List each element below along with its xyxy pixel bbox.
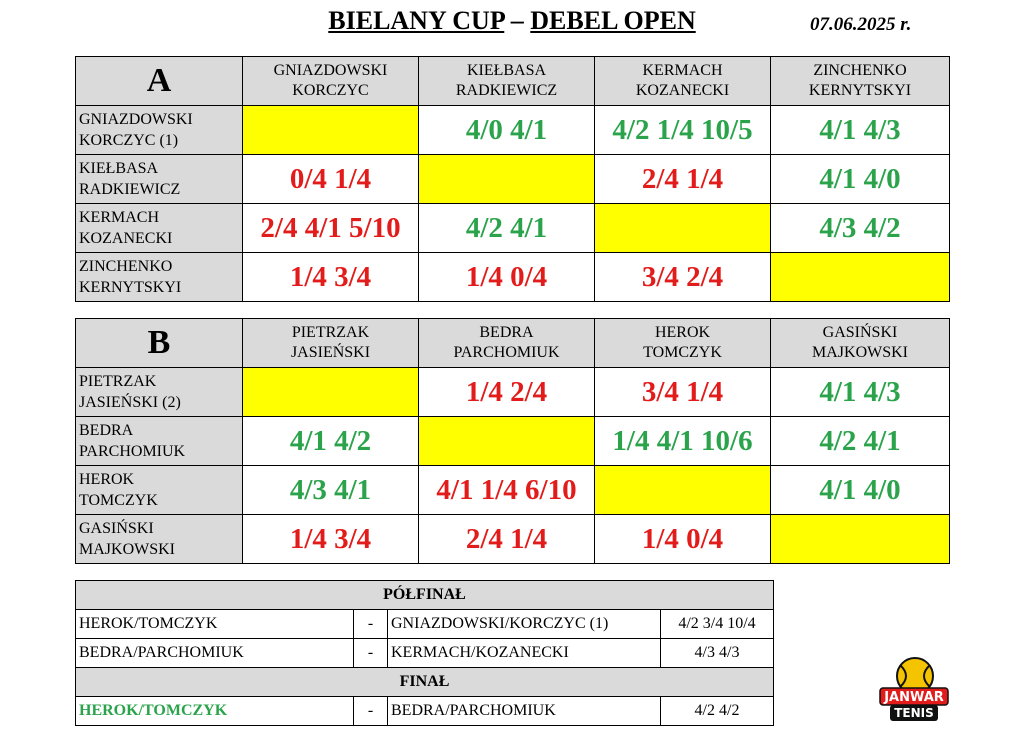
match-score: 4/2 4/1 [771,417,950,466]
team-player-name: GNIAZDOWSKI [273,62,388,79]
match-score: 4/1 4/0 [771,466,950,515]
self-match-cell [771,253,950,302]
final-row [76,697,774,726]
match-score: 2/4 1/4 [595,155,771,204]
column-team-header [419,57,595,106]
match-score: 4/1 1/4 6/10 [419,466,595,515]
column-team-header [771,57,950,106]
column-team-header [771,319,950,368]
row-team-name [76,106,243,155]
team-player-name: JASIEŃSKI (2) [79,394,181,411]
team-player-name: BEDRA [479,324,534,341]
match-score: 1/4 4/1 10/6 [595,417,771,466]
group-a-table [75,56,950,302]
group-row [76,204,950,253]
column-team-header [243,319,419,368]
versus-dash: - [354,639,388,668]
row-team-name [76,417,243,466]
title-category: DEBEL OPEN [530,6,696,35]
title-separator: – [504,6,531,35]
team-player-name: MAJKOWSKI [812,344,908,361]
match-score: 4/2 1/4 10/5 [595,106,771,155]
group-b-table [75,318,950,564]
group-header-row [76,319,950,368]
team-player-name: GASIŃSKI [822,324,898,341]
row-team-name [76,515,243,564]
match-score: 4/0 4/1 [419,106,595,155]
match-score: 4/1 4/3 [771,368,950,417]
team-player-name: BEDRA [79,422,134,439]
semifinal-team2: KERMACH/KOZANECKI [388,639,661,668]
team-player-name: RADKIEWICZ [455,82,558,99]
semifinal-header-row [76,581,774,610]
semifinal-team1: HEROK/TOMCZYK [76,610,354,639]
team-player-name: HEROK [654,324,711,341]
match-score: 1/4 2/4 [419,368,595,417]
self-match-cell [771,515,950,564]
column-team-header [243,57,419,106]
team-player-name: KERNYTSKYI [79,279,182,296]
group-row [76,253,950,302]
match-score: 4/2 4/1 [419,204,595,253]
final-runner-up-team: BEDRA/PARCHOMIUK [388,697,661,726]
logo-text-tenis: TENIS [894,706,934,720]
group-row [76,368,950,417]
match-score: 4/3 4/2 [771,204,950,253]
match-score: 3/4 2/4 [595,253,771,302]
match-score: 4/1 4/2 [243,417,419,466]
team-player-name: PIETRZAK [291,324,370,341]
logo-text-janwar: JANWAR [884,690,944,705]
team-player-name: TOMCZYK [79,492,158,509]
team-player-name: KOZANECKI [635,82,730,99]
row-team-name [76,253,243,302]
group-row [76,417,950,466]
self-match-cell [419,417,595,466]
final-header-row [76,668,774,697]
event-date: 07.06.2025 r. [810,14,912,35]
match-score: 1/4 3/4 [243,253,419,302]
team-player-name: KORCZYC [292,82,369,99]
janwar-tenis-logo [878,656,950,722]
row-team-name [76,155,243,204]
team-player-name: MAJKOWSKI [79,541,175,558]
match-score: 1/4 3/4 [243,515,419,564]
self-match-cell [243,368,419,417]
semifinal-label: PÓŁFINAŁ [76,581,774,610]
group-row [76,515,950,564]
semifinal-team2: GNIAZDOWSKI/KORCZYC (1) [388,610,661,639]
team-player-name: PARCHOMIUK [79,443,186,460]
team-player-name: KORCZYC (1) [79,132,179,149]
row-team-name [76,368,243,417]
row-team-name [76,466,243,515]
final-score: 4/2 4/2 [661,697,774,726]
match-score: 1/4 0/4 [419,253,595,302]
versus-dash: - [354,697,388,726]
group-letter: B [76,319,243,368]
team-player-name: TOMCZYK [643,344,722,361]
versus-dash: - [354,610,388,639]
team-player-name: KIEŁBASA [79,160,159,177]
team-player-name: KERMACH [642,62,723,79]
team-player-name: KERMACH [79,209,160,226]
semifinal-score: 4/3 4/3 [661,639,774,668]
semifinal-score: 4/2 3/4 10/4 [661,610,774,639]
semifinal-row [76,610,774,639]
match-score: 2/4 4/1 5/10 [243,204,419,253]
match-score: 4/3 4/1 [243,466,419,515]
group-header-row [76,57,950,106]
team-player-name: KOZANECKI [79,230,173,247]
column-team-header [595,57,771,106]
team-player-name: PIETRZAK [79,373,157,390]
knockout-table [75,580,774,726]
row-team-name [76,204,243,253]
final-label: FINAŁ [76,668,774,697]
match-score: 1/4 0/4 [595,515,771,564]
team-player-name: HEROK [79,471,135,488]
semifinal-team1: BEDRA/PARCHOMIUK [76,639,354,668]
team-player-name: ZINCHENKO [79,258,173,275]
final-winner-team: HEROK/TOMCZYK [76,697,354,726]
self-match-cell [243,106,419,155]
match-score: 4/1 4/3 [771,106,950,155]
group-row [76,155,950,204]
match-score: 4/1 4/0 [771,155,950,204]
match-score: 3/4 1/4 [595,368,771,417]
title-cup: BIELANY CUP [328,6,505,35]
group-row [76,106,950,155]
team-player-name: KERNYTSKYI [808,82,912,99]
self-match-cell [595,204,771,253]
team-player-name: RADKIEWICZ [79,181,181,198]
team-player-name: KIEŁBASA [466,62,547,79]
group-row [76,466,950,515]
self-match-cell [595,466,771,515]
team-player-name: GASIŃSKI [79,520,154,537]
match-score: 0/4 1/4 [243,155,419,204]
group-letter: A [76,57,243,106]
self-match-cell [419,155,595,204]
team-player-name: GNIAZDOWSKI [79,111,193,128]
column-team-header [595,319,771,368]
column-team-header [419,319,595,368]
team-player-name: JASIEŃSKI [290,344,371,361]
team-player-name: ZINCHENKO [813,62,907,79]
team-player-name: PARCHOMIUK [453,344,560,361]
match-score: 2/4 1/4 [419,515,595,564]
semifinal-row [76,639,774,668]
